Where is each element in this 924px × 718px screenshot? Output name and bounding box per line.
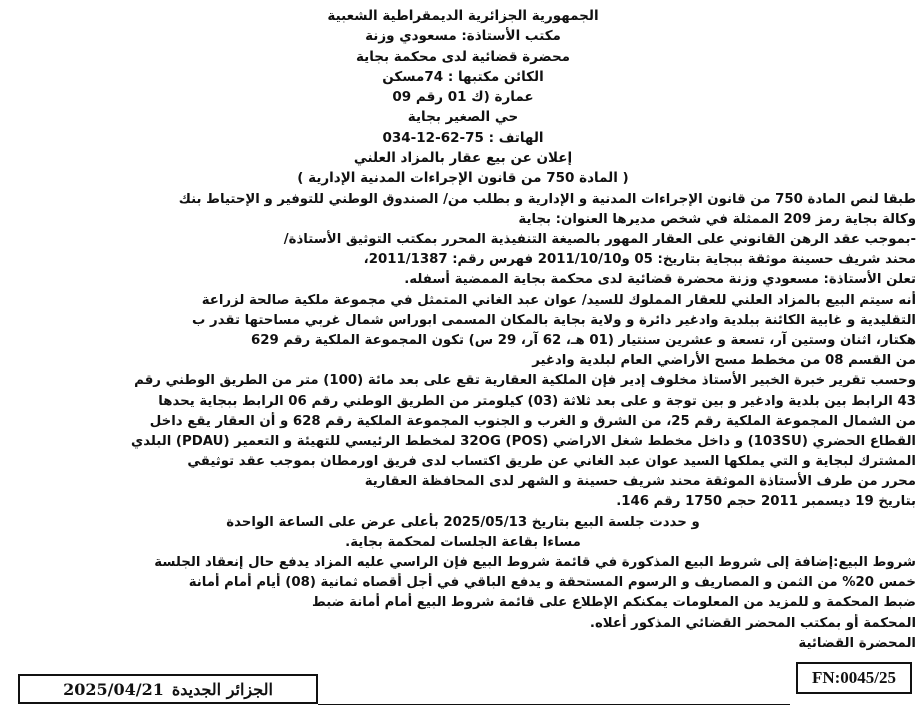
footer-rule: [318, 704, 790, 705]
publication-box: [18, 674, 318, 704]
office-phone: الهاتف : 75-62-12-034: [382, 129, 544, 146]
body-line: -بموجب عقد الرهن القانوني على العقار المهور بالصيغة التنفيذية المحرر بمكتب التوثيق الأستاذة/: [283, 232, 916, 248]
body-line: وكالة بجاية رمز 209 الممثلة في شخص مديرها العنوان: بجاية: [518, 211, 916, 227]
conditions-line: المحكمة أو بمكتب المحضر القضائي المذكور أعلاه.: [589, 615, 916, 631]
legal-reference: ( المادة 750 من قانون الإجراءات المدنية الإدارية ): [297, 170, 629, 187]
office-name: مكتب الأستاذة: مسعودي وزنة: [365, 28, 561, 45]
body-line: بتاريخ 19 ديسمبر 2011 حجم 1750 رقم 146.: [616, 494, 916, 510]
notice-body: [10, 190, 916, 654]
body-line: محرر من طرف الأستاذة الموثقة محند شريف حسينة و الشهر لدى المحافظة العقارية: [364, 474, 916, 490]
body-line: من الشمال المجموعة الملكية رقم 25، من الشرق و الغرب و الجنوب المجموعة الملكية رقم 628 و أن العقار يقع داخل: [149, 413, 916, 429]
body-line: المشترك لبجاية و التي يملكها السيد عوان عبد الغاني عن طريق اكتساب لدى فريق اورمطان بموجب عقد توثيقي: [187, 454, 916, 470]
body-line: 43 الرابط بين بلدية وادغير و بين توجة و على بعد ثلاثة (03) كيلومتر من الطريق الوطني رقم 06 الرابط ببجاية يحدها: [158, 393, 916, 409]
body-line: أنه سيتم البيع بالمزاد العلني للعقار المملوك للسيد/ عوان عبد الغاني المتمثل في مجموعة ملكية صالحة لزراعة: [201, 292, 916, 308]
body-line: طبقا لنص المادة 750 من قانون الإجراءات المدنية و الإدارية و بطلب من/ الصندوق الوطني للتوفير و الإحتياط بنك: [178, 191, 916, 207]
body-line: من القسم 08 من مخطط مسح الأراضي العام لبلدية وادغير: [532, 353, 916, 369]
conditions-line: ضبط المحكمة و للمزيد من المعلومات يمكنكم الإطلاع على قائمة شروط البيع أمام أمانة ضبط: [312, 595, 916, 611]
country-name: الجمهورية الجزائرية الديمقراطية الشعبية: [327, 8, 599, 24]
signature-line: المحضرة القضائية: [798, 635, 916, 651]
publication-name: الجزائر الجديدة: [171, 679, 273, 699]
conditions-line: شروط البيع:إضافة إلى شروط البيع المذكورة في قائمة شروط البيع فإن الراسي عليه المزاد يدفع حال إنعقاد الجلسة: [154, 555, 916, 571]
body-line: محند شريف حسينة موثقة ببجاية بتاريخ: 05 و2011/10/10 فهرس رقم: 2011/1387،: [363, 252, 916, 268]
office-district: حي الصغير بجاية: [407, 109, 519, 126]
body-line: التقليدية و غابية الكائنة ببلدية وادغير دائرة و ولاية بجاية بالمكان المسمى ابوراس شمال غربي مساحتها تقدر ب: [192, 312, 916, 328]
office-location: الكائن مكتبها : 74مسكن: [382, 68, 544, 85]
notice-title: إعلان عن بيع عقار بالمزاد العلني: [353, 150, 573, 167]
hearing-date-line: و حددت جلسة البيع بتاريخ 2025/05/13 بأعلى عرض على الساعة الواحدة: [226, 514, 700, 530]
notice-header: [10, 6, 916, 189]
office-building: عمارة (ك 01 رقم 09: [392, 89, 534, 106]
body-line: تعلن الأستاذة: مسعودي وزنة محضرة قضائية لدى محكمة بجاية الممضية أسفله.: [404, 272, 916, 288]
notice-footer: [18, 660, 912, 704]
body-line: وحسب تقرير خبرة الخبير الأستاذ مخلوف إدير فإن الملكية العقارية تقع على بعد مائة (100) متر من الطريق الوطني رقم: [134, 373, 916, 389]
bailiff-title: محضرة قضائية لدى محكمة بجاية: [355, 48, 571, 65]
publication-date: 2025/04/21: [63, 679, 164, 699]
fn-number: FN:0045/25: [796, 662, 912, 694]
conditions-line: خمس 20% من الثمن و المصاريف و الرسوم المستحقة و يدفع الباقي في أجل أقصاه ثمانية (08) أيام أمام أمانة: [188, 575, 916, 591]
body-line: هكتار، اثنان وستين آر، تسعة و عشرين سنتيار (01 هـ، 62 آر، 29 س) تكون المجموعة الملكية رقم 629: [250, 332, 916, 348]
body-line: القطاع الحضري (103SU) و داخل مخطط شغل الاراضي 32OG (POS) لمخطط الرئيسي للتهيئة و التعمير (PDAU) البلدي: [131, 433, 916, 449]
hearing-place-line: مساءا بقاعة الجلسات لمحكمة بجاية.: [345, 534, 581, 550]
